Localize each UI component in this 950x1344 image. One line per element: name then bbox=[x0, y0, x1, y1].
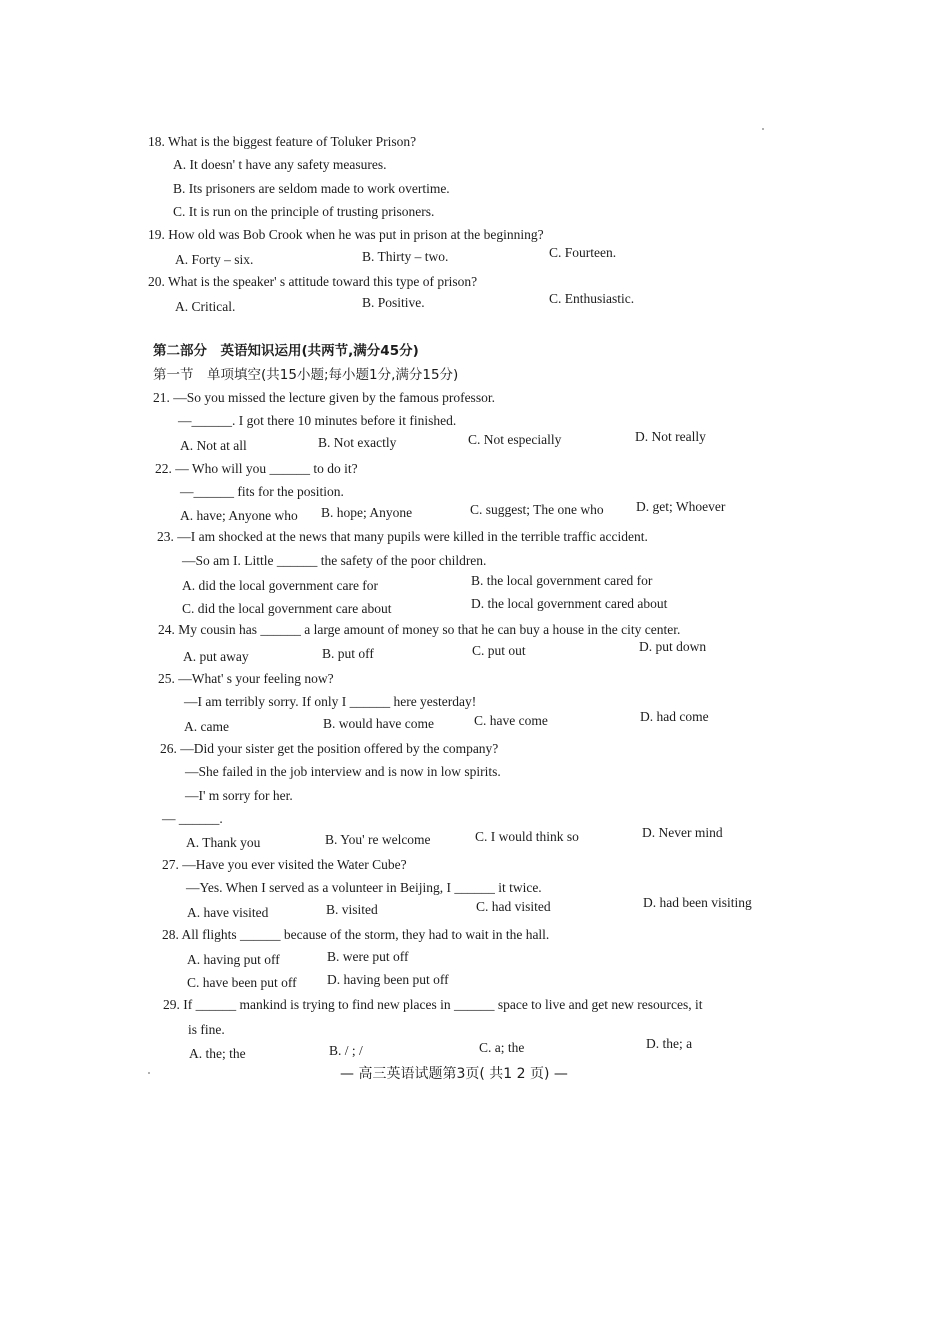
question-26-option-d: D. Never mind bbox=[642, 825, 723, 840]
question-26-line-1: 26. —Did your sister get the position offered by the company? bbox=[160, 741, 499, 756]
question-18-option-c: C. It is run on the principle of trusting prisoners. bbox=[173, 204, 435, 219]
question-19-stem: 19. How old was Bob Crook when he was put in prison at the beginning? bbox=[148, 227, 544, 242]
question-21-option-c: C. Not especially bbox=[468, 432, 562, 447]
question-22-line-2: —______ fits for the position. bbox=[180, 484, 344, 499]
question-20-stem: 20. What is the speaker' s attitude toward this type of prison? bbox=[148, 274, 478, 289]
question-27-line-1: 27. —Have you ever visited the Water Cube? bbox=[162, 857, 407, 872]
question-24-line-1: 24. My cousin has ______ a large amount of money so that he can buy a house in the city center. bbox=[158, 622, 681, 637]
question-29-option-b: B. / ; / bbox=[329, 1043, 363, 1058]
question-25-line-1: 25. —What' s your feeling now? bbox=[158, 671, 334, 686]
question-29-line-1: 29. If ______ mankind is trying to find new places in ______ space to live and get new resources, it bbox=[163, 997, 703, 1012]
question-21-option-a: A. Not at all bbox=[180, 438, 247, 453]
question-27-option-c: C. had visited bbox=[476, 899, 551, 914]
question-24-option-b: B. put off bbox=[322, 646, 374, 661]
question-26-line-4: — ______. bbox=[162, 811, 223, 826]
question-27-option-a: A. have visited bbox=[187, 905, 269, 920]
question-21-option-b: B. Not exactly bbox=[318, 435, 397, 450]
question-21-line-1: 21. —So you missed the lecture given by the famous professor. bbox=[153, 390, 495, 405]
scan-speck bbox=[762, 128, 764, 130]
question-23-line-1: 23. —I am shocked at the news that many pupils were killed in the terrible traffic accident. bbox=[157, 529, 648, 544]
question-23-option-a: A. did the local government care for bbox=[182, 578, 379, 593]
question-28-option-d: D. having been put off bbox=[327, 972, 449, 987]
question-29-line-2: is fine. bbox=[188, 1022, 225, 1037]
question-18-option-a: A. It doesn' t have any safety measures. bbox=[173, 157, 387, 172]
question-22-line-1: 22. — Who will you ______ to do it? bbox=[155, 461, 358, 476]
question-27-option-d: D. had been visiting bbox=[643, 895, 752, 910]
question-28-line-1: 28. All flights ______ because of the storm, they had to wait in the hall. bbox=[162, 927, 550, 942]
question-20-option-c: C. Enthusiastic. bbox=[549, 291, 635, 306]
question-28-option-c: C. have been put off bbox=[187, 975, 297, 990]
question-19-option-a: A. Forty – six. bbox=[175, 252, 254, 267]
question-29-option-d: D. the; a bbox=[646, 1036, 693, 1051]
scan-speck bbox=[148, 1072, 150, 1074]
question-23-option-c: C. did the local government care about bbox=[182, 601, 392, 616]
question-22-option-c: C. suggest; The one who bbox=[470, 502, 604, 517]
question-25-option-b: B. would have come bbox=[323, 716, 434, 731]
question-24-option-d: D. put down bbox=[639, 639, 707, 654]
question-19-option-b: B. Thirty – two. bbox=[362, 249, 449, 264]
question-25-option-a: A. came bbox=[184, 719, 229, 734]
question-22-option-d: D. get; Whoever bbox=[636, 499, 726, 514]
question-22-option-b: B. hope; Anyone bbox=[321, 505, 413, 520]
question-25-line-2: —I am terribly sorry. If only I ______ here yesterday! bbox=[184, 694, 477, 709]
question-25-option-c: C. have come bbox=[474, 713, 548, 728]
page-footer: — 高三英语试题第3页( 共1 2 页) — bbox=[340, 1066, 568, 1082]
question-21-option-d: D. Not really bbox=[635, 429, 706, 444]
question-21-line-2: —______. I got there 10 minutes before it finished. bbox=[178, 413, 457, 428]
part-two-heading: 第二部分 英语知识运用(共两节,满分45分) bbox=[153, 343, 419, 359]
question-24-option-c: C. put out bbox=[472, 643, 526, 658]
question-26-line-3: —I' m sorry for her. bbox=[185, 788, 293, 803]
question-22-option-a: A. have; Anyone who bbox=[180, 508, 298, 523]
question-18-option-b: B. Its prisoners are seldom made to work overtime. bbox=[173, 181, 450, 196]
question-18-stem: 18. What is the biggest feature of Toluker Prison? bbox=[148, 134, 417, 149]
question-25-option-d: D. had come bbox=[640, 709, 709, 724]
question-27-line-2: —Yes. When I served as a volunteer in Beijing, I ______ it twice. bbox=[186, 880, 542, 895]
question-19-option-c: C. Fourteen. bbox=[549, 245, 617, 260]
question-28-option-b: B. were put off bbox=[327, 949, 409, 964]
question-26-option-a: A. Thank you bbox=[186, 835, 261, 850]
question-26-option-c: C. I would think so bbox=[475, 829, 579, 844]
question-29-option-a: A. the; the bbox=[189, 1046, 246, 1061]
question-20-option-a: A. Critical. bbox=[175, 299, 236, 314]
question-23-option-b: B. the local government cared for bbox=[471, 573, 653, 588]
question-20-option-b: B. Positive. bbox=[362, 295, 425, 310]
section-one-heading: 第一节 单项填空(共15小题;每小题1分,满分15分) bbox=[153, 367, 459, 383]
question-28-option-a: A. having put off bbox=[187, 952, 280, 967]
question-26-line-2: —She failed in the job interview and is now in low spirits. bbox=[185, 764, 501, 779]
question-24-option-a: A. put away bbox=[183, 649, 249, 664]
question-26-option-b: B. You' re welcome bbox=[325, 832, 431, 847]
question-23-option-d: D. the local government cared about bbox=[471, 596, 668, 611]
question-27-option-b: B. visited bbox=[326, 902, 378, 917]
question-23-line-2: —So am I. Little ______ the safety of the poor children. bbox=[182, 553, 487, 568]
question-29-option-c: C. a; the bbox=[479, 1040, 525, 1055]
